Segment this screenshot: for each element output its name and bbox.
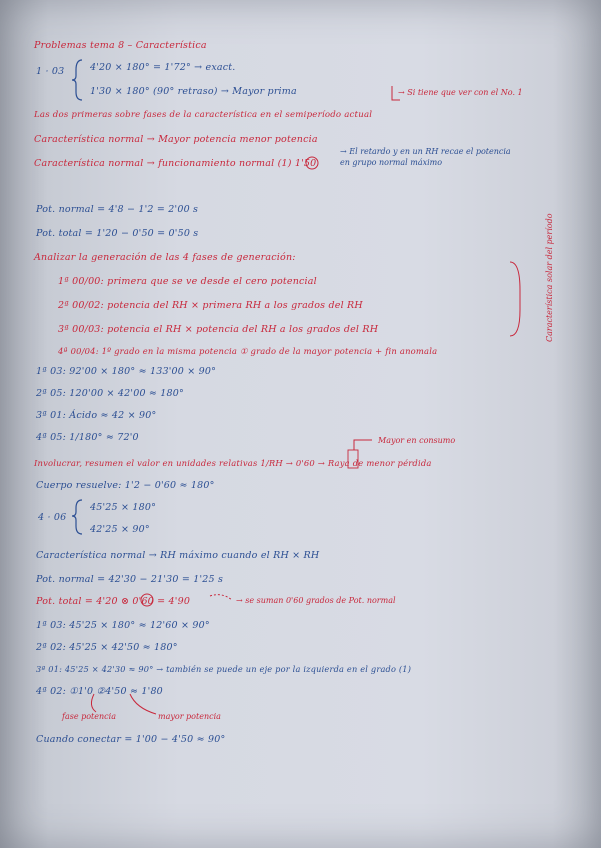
wave-line: Involucrar, resumen el valor en unidades relativas 1/RH → 0'60 → Raya de menor pérdida [34,458,432,468]
brace-mark [72,500,82,534]
block1-note: → Si tiene que ver con el No. 1 [398,88,523,97]
value-line-3: 3ª 01: Ácido ≈ 42 × 90° [36,410,157,421]
value-line-1: 1ª 03: 92'00 × 180° ≈ 133'00 × 90° [36,366,217,377]
line-caracteristica-note: → El retardo y en un RH recae el potencia en grupo normal máximo [340,147,511,167]
analysis-side-note: Característica solar del período [545,213,554,342]
arrow-mark [354,440,372,450]
pot-normal-line: Pot. normal = 4'8 − 1'2 = 2'00 s [36,204,199,215]
final-line-6: 3ª 01: 45'25 × 42'30 ≈ 90° → también se puede un eje por la izquierda en el grado (1) [36,664,412,674]
final-line-2: Pot. normal = 42'30 − 21'30 = 1'25 s [36,574,224,585]
final-line-3-note: → se suman 0'60 grados de Pot. normal [236,596,396,605]
block2-prefix: 4 · 06 [38,512,67,523]
final-line-3: Pot. total = 4'20 ⊗ 0'60 = 4'90 [36,596,191,607]
block1-line-a: 4'20 × 180° = 1'72° → exact. [90,62,236,73]
block2-line-a: 45'25 × 180° [90,502,157,513]
wave-calc: Cuerpo resuelve: 1'2 − 0'60 ≈ 180° [36,480,215,491]
brace-mark [72,60,82,100]
block2-line-b: 42'25 × 90° [90,524,150,535]
fraction-box [348,450,358,468]
final-label-right: mayor potencia [158,712,221,721]
final-line-5: 2ª 02: 45'25 × 42'50 ≈ 180° [36,642,178,653]
line-fases: Las dos primeras sobre fases de la característica en el semiperíodo actual [34,110,373,120]
page-title: Problemas tema 8 – Característica [34,40,207,51]
final-line-7: 4ª 02: ①1'0 ②4'50 ≈ 1'80 [36,686,163,697]
final-line-4: 1ª 03: 45'25 × 180° ≈ 12'60 × 90° [36,620,210,631]
wave-note: Mayor en consumo [378,436,456,445]
bracket-mark [510,262,520,336]
line-caracteristica-2: Característica normal → funcionamiento normal (1) 1'50 [34,158,317,169]
analysis-item-4: 4ª 00/04: 1º grado en la misma potencia ① grado de la mayor potencia + fin anomala [58,346,438,356]
block1-prefix: 1 · 03 [36,66,65,77]
arrow-mark [392,86,400,100]
arrow-mark [130,694,156,714]
final-line-8: Cuando conectar = 1'00 − 4'50 ≈ 90° [36,734,226,745]
analysis-item-1: 1ª 00/00: primera que se ve desde el cero potencial [58,276,317,287]
analysis-item-3: 3ª 00/03: potencia el RH × potencia del RH a los grados del RH [58,324,379,335]
pot-total-line: Pot. total = 1'20 − 0'50 = 0'50 s [36,228,199,239]
final-line-1: Característica normal → RH máximo cuando el RH × RH [36,550,320,561]
line-caracteristica-1: Característica normal → Mayor potencia menor potencia [34,134,318,145]
arrow-mark [91,694,96,712]
circle-mark [306,157,318,169]
arrow-mark [210,595,232,600]
analysis-intro: Analizar la generación de las 4 fases de generación: [34,252,296,263]
circle-mark [141,594,153,606]
block1-line-b: 1'30 × 180° (90° retraso) → Mayor prima [90,86,297,97]
analysis-item-2: 2ª 00/02: potencia del RH × primera RH a los grados del RH [58,300,363,311]
value-line-2: 2ª 05: 120'00 × 42'00 ≈ 180° [36,388,184,399]
final-label-left: fase potencia [62,712,116,721]
value-line-4: 4ª 05: 1/180° ≈ 72'0 [36,432,139,443]
